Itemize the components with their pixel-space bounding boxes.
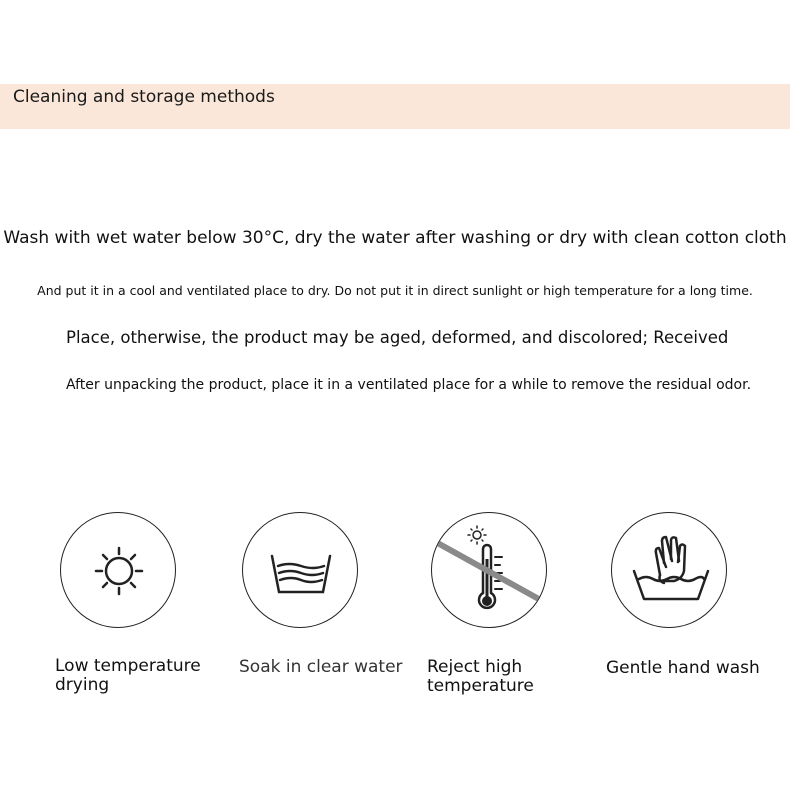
section-title: Cleaning and storage methods — [13, 87, 275, 107]
warning-text: Place, otherwise, the product may be aged, deformed, and discolored; Received — [66, 328, 729, 347]
unpack-instruction: After unpacking the product, place it in a ventilated place for a while to remove the residual odor. — [66, 377, 752, 393]
low-temp-drying-circle — [60, 512, 176, 628]
ventilate-instruction: And put it in a cool and ventilated place to dry. Do not put it in direct sunlight or high temperature for a long time. — [37, 283, 753, 298]
hand-wash-circle — [611, 512, 727, 628]
sun-icon — [61, 513, 176, 628]
soak-label: Soak in clear water — [239, 657, 403, 677]
wash-instruction: Wash with wet water below 30°C, dry the water after washing or dry with clean cotton cloth — [3, 228, 787, 248]
low-temp-drying-label: Low temperature drying — [55, 656, 201, 695]
reject-temp-circle — [431, 512, 547, 628]
hand-wash-label: Gentle hand wash — [606, 658, 760, 678]
no-thermometer-icon — [432, 513, 547, 628]
hand-wash-icon — [612, 513, 727, 628]
soak-circle — [242, 512, 358, 628]
reject-temp-label: Reject high temperature — [427, 657, 534, 696]
soak-basin-icon — [243, 513, 358, 628]
